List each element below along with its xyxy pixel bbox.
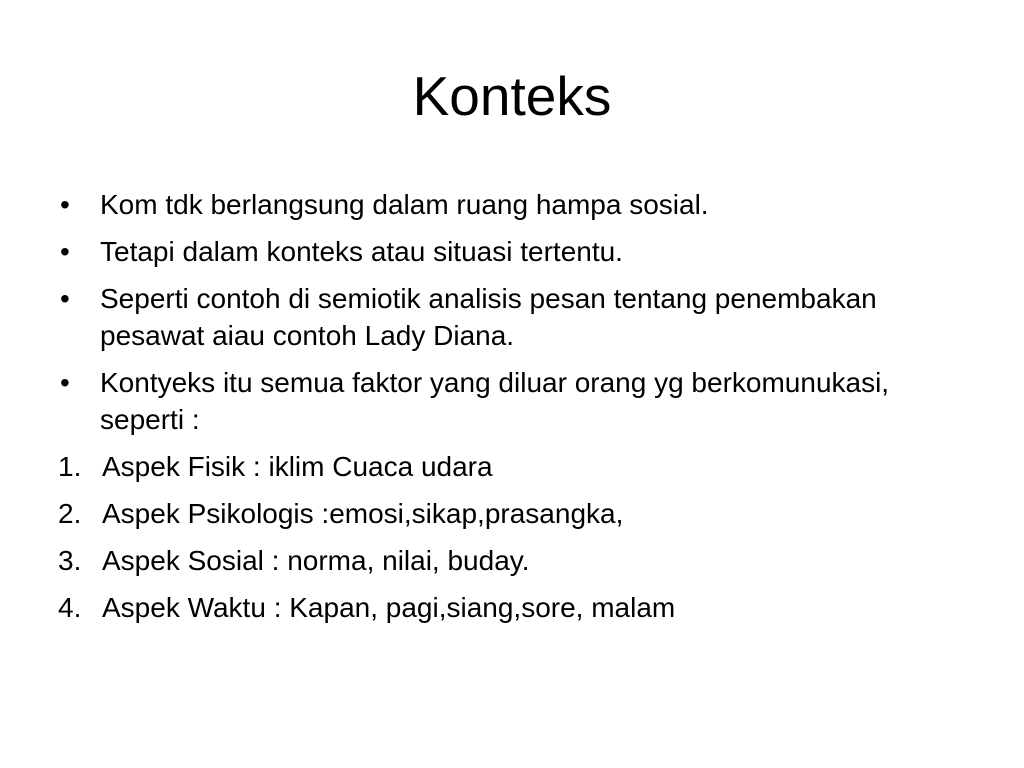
slide-title: Konteks bbox=[412, 65, 612, 127]
bullet-marker: • bbox=[60, 189, 70, 220]
numbered-text: Aspek Psikologis :emosi,sikap,prasangka, bbox=[102, 498, 624, 529]
bullet-item bbox=[58, 186, 958, 223]
numbered-text: Aspek Fisik : iklim Cuaca udara bbox=[102, 451, 493, 482]
bullet-item bbox=[58, 280, 958, 354]
numbered-item bbox=[58, 495, 958, 532]
numbered-item bbox=[58, 448, 958, 485]
number-marker: 2. bbox=[58, 498, 82, 529]
slide-content bbox=[58, 186, 958, 636]
bullet-marker: • bbox=[60, 283, 70, 314]
bullet-text: Kom tdk berlangsung dalam ruang hampa sosial. bbox=[100, 189, 709, 220]
bullet-marker: • bbox=[60, 367, 70, 398]
numbered-item bbox=[58, 542, 958, 579]
number-marker: 4. bbox=[58, 592, 82, 623]
numbered-item bbox=[58, 589, 958, 626]
numbered-text: Aspek Sosial : norma, nilai, buday. bbox=[102, 545, 530, 576]
bullet-item bbox=[58, 233, 958, 270]
bullet-text: Kontyeks itu semua faktor yang diluar orang yg berkomunukasi, seperti : bbox=[100, 367, 890, 435]
bullet-item bbox=[58, 364, 958, 438]
bullet-text: Seperti contoh di semiotik analisis pesan tentang penembakan pesawat aiau contoh Lady Diana. bbox=[100, 283, 877, 351]
bullet-text: Tetapi dalam konteks atau situasi tertentu. bbox=[100, 236, 623, 267]
bullet-marker: • bbox=[60, 236, 70, 267]
numbered-text: Aspek Waktu : Kapan, pagi,siang,sore, malam bbox=[102, 592, 676, 623]
number-marker: 1. bbox=[58, 451, 82, 482]
number-marker: 3. bbox=[58, 545, 82, 576]
